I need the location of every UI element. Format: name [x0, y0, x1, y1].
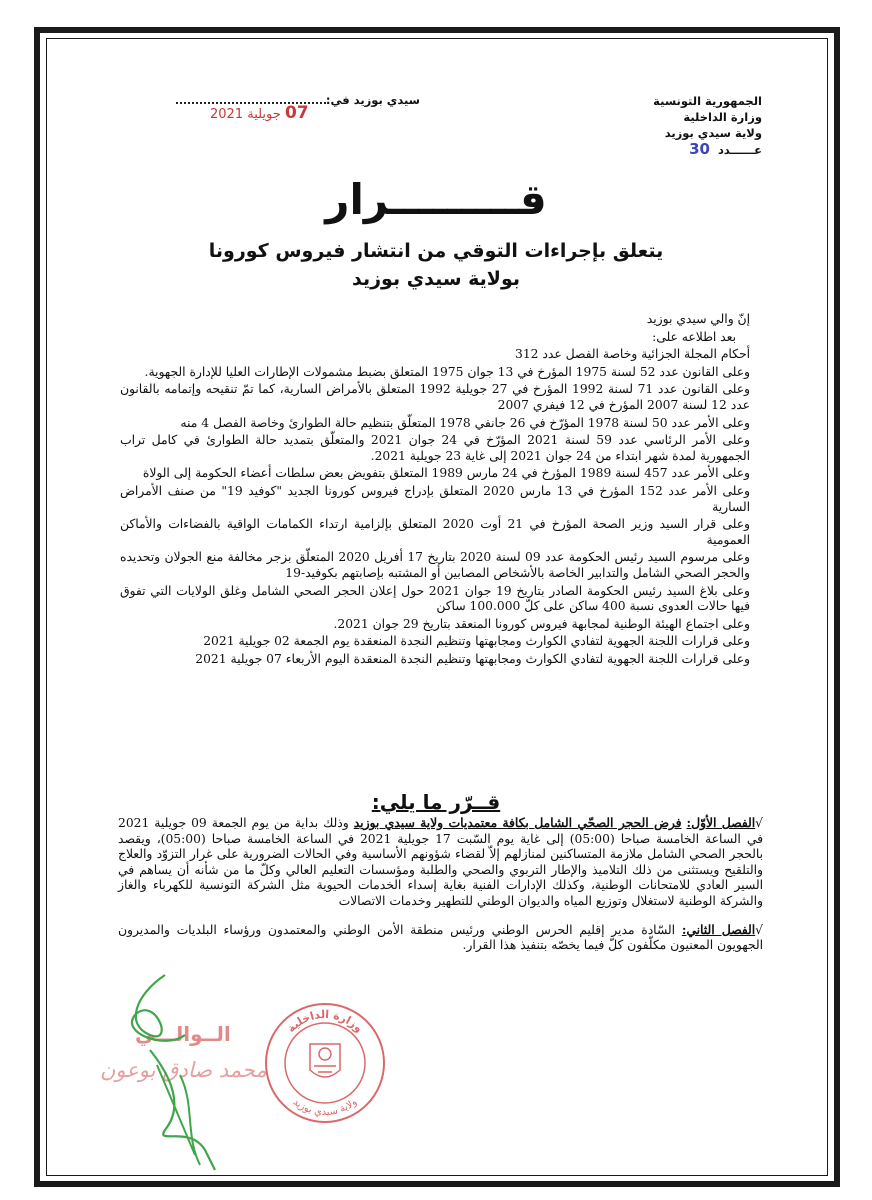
place-label: سيدي بوزيد في: — [325, 93, 420, 107]
preamble-item: وعلى الأمر عدد 50 لسنة 1978 المؤرّخ في 26 جانفي 1978 المتعلّق بتنظيم حالة الطوارئ وخاصة الفصل 4 منه — [180, 415, 750, 430]
date-stamp — [210, 103, 309, 123]
preamble-item: وعلى اجتماع الهيئة الوطنية لمجابهة فيروس كورونا المنعقد بتاريخ 29 جوان 2021. — [333, 616, 750, 631]
preamble-item: وعلى الأمر عدد 152 المؤرخ في 13 مارس 2020 المتعلق بإدراج فيروس كورونا الجديد "كوفيد 19" من صنف الأمراض السارية — [120, 483, 750, 514]
seal-emblem-icon — [310, 1044, 340, 1077]
article-1-headline: فرض الحجر الصحّي الشامل بكافة معتمديات ولاية سيدي بوزيد — [353, 815, 682, 830]
preamble-item: وعلى قرار السيد وزير الصحة المؤرخ في 21 أوت 2020 المتعلق بإلزامية ارتداء الكمامات الواقية بالفضاءات والأماكن العمومية — [120, 517, 750, 547]
document-title: قـــــــــرار — [325, 175, 547, 224]
articles — [118, 815, 763, 966]
date-stamp-year: 2021 — [210, 107, 244, 122]
republic-name: الجمهورية التونسية — [653, 94, 762, 108]
document-subtitle-2: بولاية سيدي بوزيد — [351, 268, 520, 290]
reference-number — [562, 141, 762, 158]
article-2-body: السّادة مدير إقليم الحرس الوطني ورئيس منطقة الأمن الوطني والمعتمدون ورؤساء البلديات والمديرون الجهويون المعنيون مكلّفون كلّ فيما يخصّه بتنفيذ هذا القرار. — [118, 922, 763, 953]
letterhead — [562, 93, 762, 158]
preamble-item: وعلى بلاغ السيد رئيس الحكومة الصادر بتاريخ 19 جوان 2021 حول إعلان الحجر الصحي الشامل وغلق الولايات التي تفوق فيها حالات العدوى نسبة 400 ساكن على كلّ 100.000 ساكن — [120, 583, 750, 614]
seal-top-text: وزارة الداخلية — [284, 1007, 366, 1035]
article-1-label: الفصل الأوّل: — [686, 815, 756, 830]
preamble-item: وعلى قرارات اللجنة الجهوية لتفادي الكوارث ومجابهتها وتنظيم النجدة المنعقدة يوم الجمعة 02 جويلية 2021 — [203, 634, 750, 649]
document-subtitle-1: يتعلق بإجراءات التوقي من انتشار فيروس كورونا — [208, 240, 664, 262]
handwritten-signature — [95, 955, 250, 1175]
preamble-item: وعلى الأمر عدد 457 لسنة 1989 المؤرخ في 24 مارس 1989 المتعلق بتفويض بعض سلطات أعضاء الحكومة إلى الولاة — [142, 466, 750, 481]
number-value: 30 — [689, 140, 710, 158]
preamble-opening: إنّ والي سيدي بوزيد — [646, 312, 750, 326]
ministry-name: وزارة الداخلية — [683, 110, 762, 124]
preamble-item: وعلى مرسوم السيد رئيس الحكومة عدد 09 لسنة 2020 بتاريخ 17 أفريل 2020 المتعلّق بزجر مخالفة منع الجولان وتحديده والحجر الصحي الشامل والتدابير الخاصة بالأشخاص المصابين أو المشتبه بإصابتهم بكوفيد-19 — [120, 550, 750, 580]
signature-title: الــوالـــي — [135, 1022, 231, 1046]
article-2-label: الفصل الثاني: — [681, 921, 756, 937]
preamble-item: وعلى القانون عدد 71 لسنة 1992 المؤرخ في 27 جويلية 1992 المتعلق بالأمراض السارية، كما تمّ تنقيحه وإتمامه بالقانون عدد 12 لسنة 2007 المؤرخ في 12 فيفري 2007 — [120, 382, 750, 412]
preamble-item: أحكام المجلة الجزائية وخاصة الفصل عدد 312 — [515, 347, 750, 362]
preamble-after-review: بعد اطلاعه على: — [652, 329, 736, 344]
preamble-item: وعلى الأمر الرئاسي عدد 59 لسنة 2021 المؤرّخ في 24 جوان 2021 والمتعلّق بتمديد حالة الطوارئ في كامل تراب الجمهورية لمدة شهر ابتداء من 24 جوان 2021 إلى غاية 23 جويلية 2021. — [120, 433, 750, 463]
date-stamp-month: جويلية — [247, 107, 281, 122]
signature-name: محمد صادق بوعون — [100, 1058, 267, 1082]
preamble-item: وعلى قرارات اللجنة الجهوية لتفادي الكوارث ومجابهتها وتنظيم النجدة المنعقدة اليوم الأربعاء 07 جويلية 2021 — [195, 651, 750, 666]
decides-heading: قــرّر ما يلي: — [371, 790, 501, 814]
article-1: √الفصل الأوّل: فرض الحجر الصحّي الشامل بكافة معتمديات ولاية سيدي بوزيد وذلك بداية من يوم الجمعة 09 جويلية 2021 في الساعة الخامسة صباحا (05:00) إلى غاية يوم السّبت 17 جويلية 2021 في الساعة الخامسة صباحا (05:00)، ويقصد بالحجر الصحي الشامل ملازمة المتساكنين لمنازلهم إلاّ لقضاء شؤونهم الأساسية وفي الحالات الضرورية على غرار التزوّد والعلاج والتلقيح ويستثنى من ذلك التلاميذ والإطار التربوي والصحي والطلبة ومؤسسات التعليم العالي وكلّ ما من شأنه أن يساهم في السير العادي للامتحانات الوطنية، وكذلك الإدارات الفنية بغاية إسداء الخدمات الحيوية مثل الشركة التونسية للكهرباء والغاز والشركة الوطنية لاستغلال وتوزيع المياه والديوان الوطني للتطهير وخدمات الاتصالات — [118, 815, 763, 908]
number-label: عــــــدد — [718, 143, 762, 157]
article-2: √الفصل الثاني: السّادة مدير إقليم الحرس الوطني ورئيس منطقة الأمن الوطني والمعتمدون ورؤساء البلديات والمديرون الجهويون المعنيون مكلّفون كلّ فيما يخصّه بتنفيذ هذا القرار. — [118, 921, 763, 953]
preamble-item: وعلى القانون عدد 52 لسنة 1975 المؤرخ في 13 جوان 1975 المتعلق بضبط مشمولات الإطارات العليا للإدارة الجهوية. — [144, 364, 750, 379]
date-stamp-day: 07 — [284, 103, 309, 123]
seal-bottom-text: ولاية سيدي بوزيد — [290, 1096, 360, 1119]
official-seal — [262, 1000, 388, 1126]
article-1-body: وذلك بداية من يوم الجمعة 09 جويلية 2021 في الساعة الخامسة صباحا (05:00) إلى غاية يوم السّبت 17 جويلية 2021 في الساعة الخامسة صباحا (05:00)، ويقصد بالحجر الصحي الشامل ملازمة المتساكنين لمنازلهم إلاّ لقضاء شؤونهم الأساسية وفي الحالات الضرورية على غرار التزوّد والعلاج والتلقيح ويستثنى من ذلك التلاميذ والإطار التربوي والصحي والطلبة ومؤسسات التعليم العالي وكلّ ما من شأنه أن يساهم في السير العادي للامتحانات الوطنية، وكذلك الإدارات الفنية بغاية إسداء الخدمات الحيوية مثل الشركة التونسية للكهرباء والغاز والشركة الوطنية لاستغلال وتوزيع المياه والديوان الوطني للتطهير وخدمات الاتصالات — [118, 816, 763, 908]
preamble — [120, 312, 750, 669]
governorate-name: ولاية سيدي بوزيد — [664, 126, 762, 140]
svg-text:ولاية سيدي بوزيد — [291, 1097, 360, 1119]
